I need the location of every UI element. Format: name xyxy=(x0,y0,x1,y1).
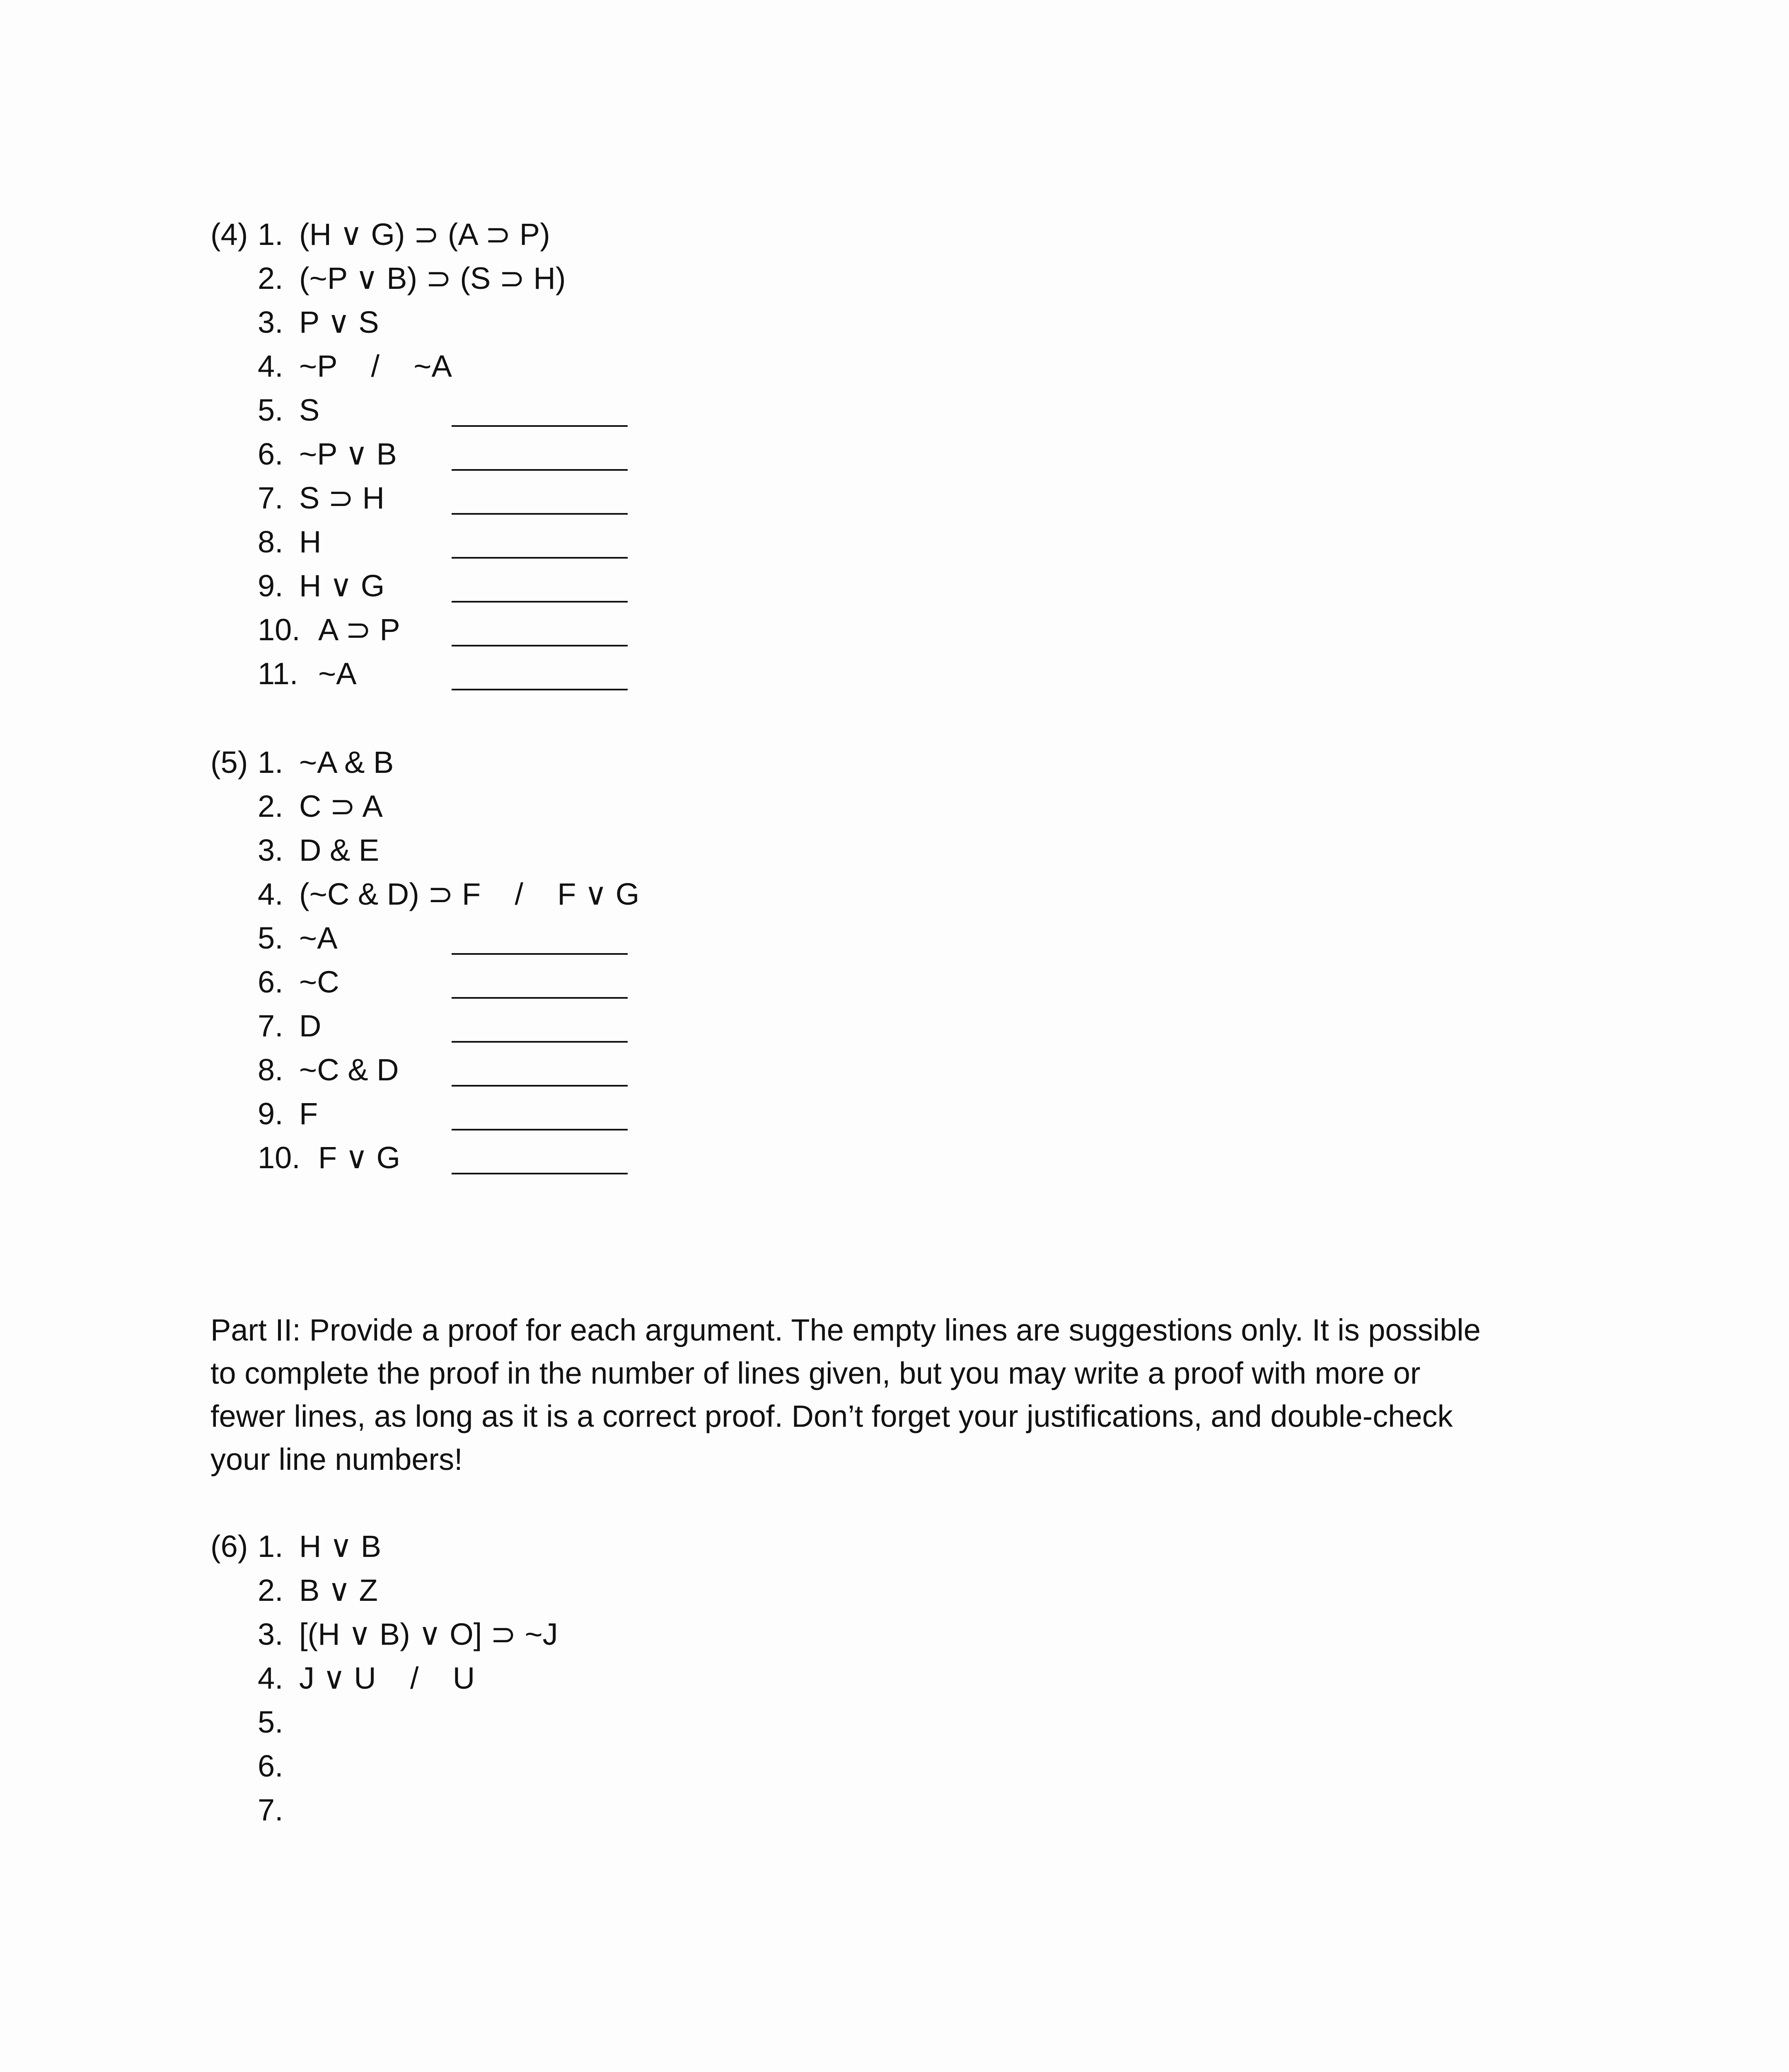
part-2-instructions xyxy=(210,1309,1578,1481)
premise: (~P ∨ B) ⊃ (S ⊃ H) xyxy=(299,261,566,295)
derived-statement: ~A xyxy=(318,656,357,691)
line-number: 6. xyxy=(258,437,283,471)
premise-and-conclusion: ~P / ~A xyxy=(299,349,452,383)
premise: B ∨ Z xyxy=(299,1573,378,1607)
line-number: 6. xyxy=(258,1749,283,1783)
line-number: 9. xyxy=(258,569,283,603)
justification-blank[interactable] xyxy=(452,689,628,690)
premise-and-conclusion: (~C & D) ⊃ F / F ∨ G xyxy=(299,877,640,911)
line-number: 1. xyxy=(258,1529,283,1564)
justification-blank[interactable] xyxy=(452,601,628,603)
premise: P ∨ S xyxy=(299,305,379,339)
line-number: 4. xyxy=(258,877,283,911)
derived-statement: ~C xyxy=(299,965,339,999)
problem-6-label: (6) xyxy=(210,1529,248,1564)
premise: C ⊃ A xyxy=(299,789,383,823)
line-number: 4. xyxy=(258,349,283,383)
line-number: 9. xyxy=(258,1097,283,1131)
line-number: 7. xyxy=(258,1793,283,1827)
line-number: 10. xyxy=(258,612,300,647)
line-number: 3. xyxy=(258,1617,283,1651)
line-number: 3. xyxy=(258,305,283,339)
problem-4-label: (4) xyxy=(210,217,248,252)
justification-blank[interactable] xyxy=(452,1173,628,1174)
justification-blank[interactable] xyxy=(452,997,628,999)
derived-statement: F xyxy=(299,1097,318,1131)
justification-blank[interactable] xyxy=(452,1041,628,1043)
line-number: 5. xyxy=(258,921,283,955)
line-number: 3. xyxy=(258,833,283,867)
derived-statement: S xyxy=(299,393,320,427)
justification-blank[interactable] xyxy=(452,645,628,646)
premise: ~A & B xyxy=(299,745,394,779)
line-number: 1. xyxy=(258,217,283,252)
line-number: 5. xyxy=(258,393,283,427)
derived-statement: ~A xyxy=(299,921,338,955)
problem-5-label: (5) xyxy=(210,745,248,779)
instruction-line: to complete the proof in the number of lines given, but you may write a proof with more or xyxy=(210,1356,1421,1390)
line-number: 7. xyxy=(258,1009,283,1043)
justification-blank[interactable] xyxy=(452,1085,628,1087)
line-number: 5. xyxy=(258,1705,283,1739)
derived-statement: S ⊃ H xyxy=(299,481,384,515)
justification-blank[interactable] xyxy=(452,557,628,559)
derived-statement: ~C & D xyxy=(299,1053,399,1087)
premise: [(H ∨ B) ∨ O] ⊃ ~J xyxy=(299,1617,558,1651)
line-number: 1. xyxy=(258,745,283,779)
derived-statement: D xyxy=(299,1009,322,1043)
line-number: 6. xyxy=(258,965,283,999)
line-number: 10. xyxy=(258,1140,300,1175)
line-number: 4. xyxy=(258,1661,283,1695)
justification-blank[interactable] xyxy=(452,953,628,955)
premise: (H ∨ G) ⊃ (A ⊃ P) xyxy=(299,217,550,252)
instruction-line: fewer lines, as long as it is a correct proof. Don’t forget your justifications, and double-check xyxy=(210,1399,1453,1433)
justification-blank[interactable] xyxy=(452,469,628,471)
justification-blank[interactable] xyxy=(452,1129,628,1130)
line-number: 8. xyxy=(258,1053,283,1087)
premise-and-conclusion: J ∨ U / U xyxy=(299,1661,475,1695)
justification-blank[interactable] xyxy=(452,425,628,427)
line-number: 8. xyxy=(258,525,283,559)
derived-statement: H ∨ G xyxy=(299,569,385,603)
justification-blank[interactable] xyxy=(452,513,628,515)
line-number: 11. xyxy=(258,656,298,691)
line-number: 2. xyxy=(258,1573,283,1607)
line-number: 2. xyxy=(258,789,283,823)
derived-statement: A ⊃ P xyxy=(318,612,400,647)
line-number: 2. xyxy=(258,261,283,295)
derived-statement: F ∨ G xyxy=(318,1140,401,1175)
premise: D & E xyxy=(299,833,380,867)
instruction-line: your line numbers! xyxy=(210,1442,463,1477)
derived-statement: ~P ∨ B xyxy=(299,437,397,471)
instruction-line: Part II: Provide a proof for each argument. The empty lines are suggestions only. It is possible xyxy=(210,1313,1481,1347)
premise: H ∨ B xyxy=(299,1529,382,1564)
derived-statement: H xyxy=(299,525,322,559)
line-number: 7. xyxy=(258,481,283,515)
